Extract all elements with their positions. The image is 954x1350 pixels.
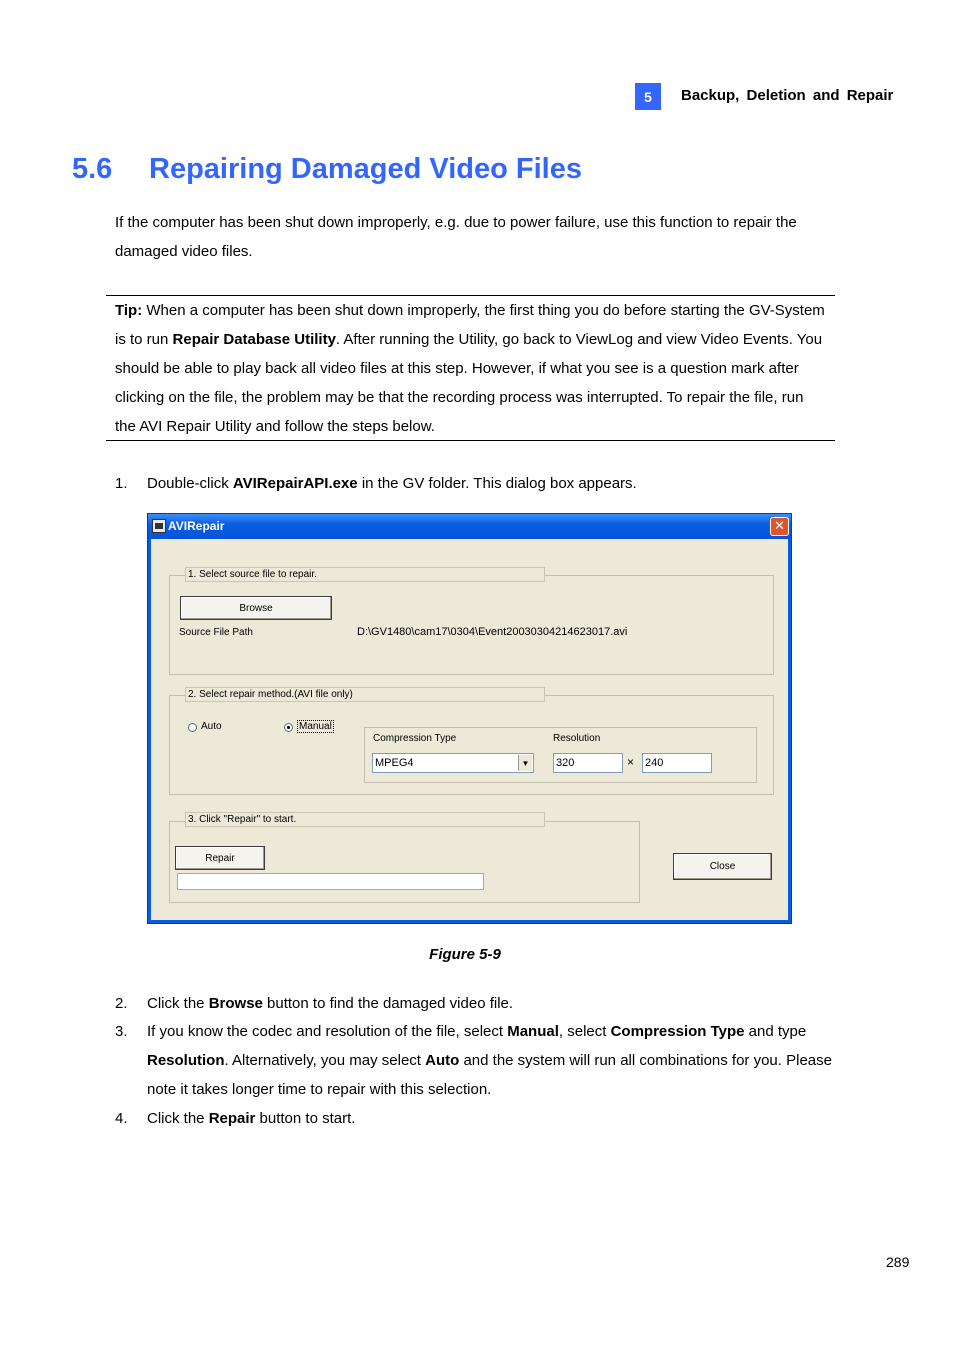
step-mid: . Alternatively, you may select [224,1052,426,1069]
step-post: button to find the damaged video file. [262,995,514,1012]
group-select-source [169,575,774,675]
resolution-width-input[interactable]: 320 [553,753,623,773]
step-post: in the GV folder. This dialog box appears. [357,475,637,492]
resolution-label: Resolution [553,733,601,744]
tip-text [115,296,827,441]
dialog-title: AVIRepair [168,519,225,533]
step-post: button to start. [255,1110,356,1127]
step-number: 1. [115,475,128,492]
resolution-height-input[interactable]: 240 [642,753,712,773]
page-number: 289 [886,1254,910,1270]
step-pre: Click the [147,1110,209,1127]
step-bold: Auto [425,1052,460,1069]
figure-caption: Figure 5-9 [429,946,501,963]
group-select-source-label: 1. Select source file to repair. [185,567,545,582]
close-button[interactable]: Close [673,853,772,880]
step-post: and the system will run all combinations for you. Please note it takes longer time to repair with this selection. [147,1052,832,1098]
chevron-down-icon[interactable]: ▼ [518,755,532,771]
chapter-number-badge: 5 [635,83,661,110]
step-bold: Compression Type [610,1023,745,1040]
section-title [72,153,582,186]
step-bold: Manual [507,1023,559,1040]
tip-label: Tip: [115,302,143,319]
source-file-path-value: D:\GV1480\cam17\0304\Event20030304214623017.avi [357,626,628,638]
repair-progress-bar [177,873,484,890]
step-pre: If you know the codec and resolution of the file, select [147,1023,508,1040]
step-bold: Browse [208,995,263,1012]
auto-radio[interactable] [188,723,197,732]
step-text [147,469,837,498]
manual-radio[interactable] [284,723,293,732]
source-file-path-label: Source File Path [179,627,253,638]
step-number: 4. [115,1110,128,1127]
step-text [147,1104,837,1133]
tip-box [106,295,835,441]
dialog-titlebar [148,514,791,539]
chapter-title: Backup, Deletion and Repair [681,87,894,104]
step-1 [115,469,843,498]
tip-text-1: When a computer has been shut down improperly, the first thing you do before starting the GV-System is to run [115,302,825,348]
avirepair-dialog [147,513,792,924]
tip-bold: Repair Database Utility [172,331,336,348]
auto-radio-label[interactable]: Auto [201,721,222,732]
compression-type-select[interactable] [372,753,534,773]
dialog-client-area [151,539,788,920]
step-bold: AVIRepairAPI.exe [232,475,358,492]
close-icon[interactable]: ✕ [770,517,789,536]
step-3 [115,1017,843,1105]
group-repair-method-label: 2. Select repair method.(AVI file only) [185,687,545,702]
compression-type-label: Compression Type [373,733,457,744]
browse-button[interactable]: Browse [180,596,332,620]
step-text [147,1017,837,1104]
group-repair-label: 3. Click "Repair" to start. [185,812,545,827]
section-heading: Repairing Damaged Video Files [149,153,582,185]
app-icon [152,519,166,533]
step-number: 3. [115,1023,128,1040]
tip-text-2: . After running the Utility, go back to ViewLog and view Video Events. You should be able to play back all video files at this step. However, if what you see is a question mark after clicking on the file, the problem may be that the recording process was interrupted. To repair the file, run the AVI Repair Utility and follow the steps below. [115,331,823,435]
step-bold: Resolution [147,1052,225,1069]
intro-paragraph: If the computer has been shut down improperly, e.g. due to power failure, use this function to repair the damaged video files. [115,214,797,260]
step-bold: Repair [208,1110,256,1127]
step-text [147,989,837,1018]
repair-button[interactable]: Repair [175,846,265,870]
step-number: 2. [115,995,128,1012]
section-number: 5.6 [72,153,113,185]
step-mid: , select [558,1023,611,1040]
step-pre: Click the [147,995,209,1012]
compression-type-value: MPEG4 [375,757,414,769]
step-pre: Double-click [147,475,233,492]
step-mid: and type [744,1023,807,1040]
resolution-separator: × [627,755,635,769]
step-4 [115,1104,843,1133]
step-2 [115,989,843,1018]
manual-radio-label[interactable]: Manual [299,721,332,732]
